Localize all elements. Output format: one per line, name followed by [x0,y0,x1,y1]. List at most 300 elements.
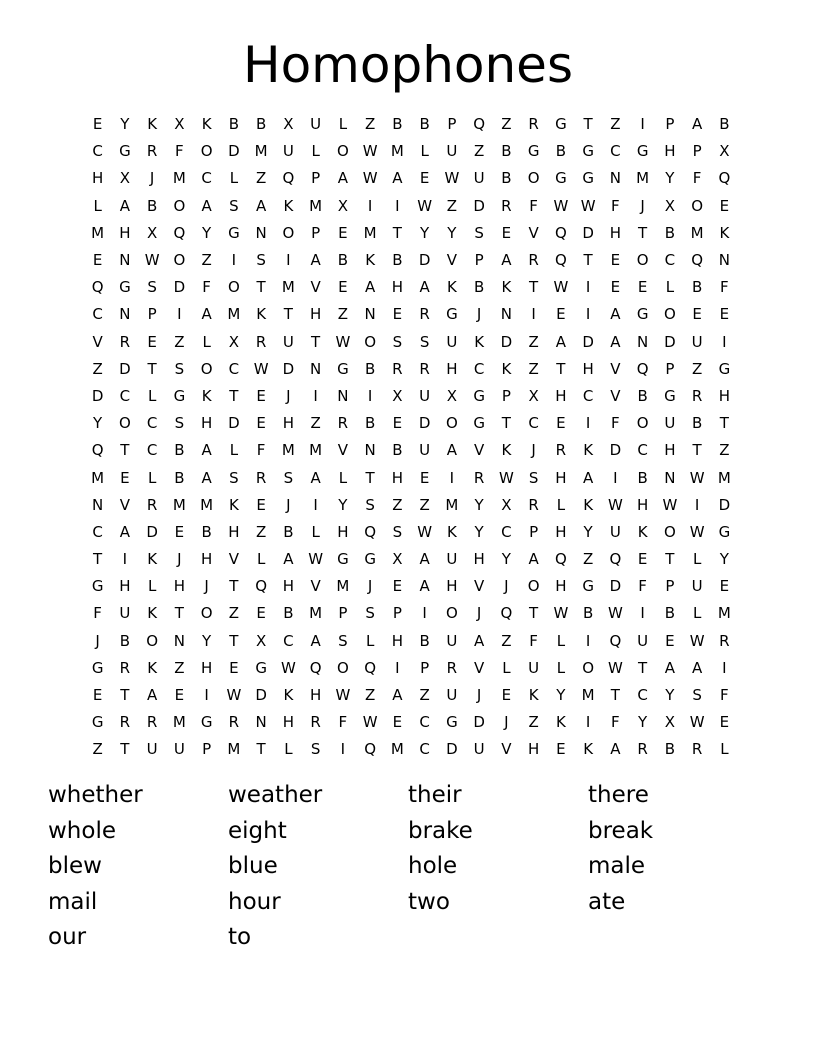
word-list-item: whether [48,782,143,808]
word-list-item: there [588,782,649,808]
grid-letter: R [119,332,131,351]
grid-letter: M [390,142,404,161]
grid-letter: V [473,441,485,460]
grid-letter: W [308,550,324,569]
grid-letter: K [583,495,594,514]
grid-letter: A [473,631,485,650]
grid-letter: O [636,414,649,433]
grid-letter: A [555,332,566,351]
grid-row [84,165,738,192]
grid-letter: D [582,332,594,351]
grid-letter: I [313,495,318,514]
grid-letter: Y [420,223,430,242]
grid-letter: G [473,386,485,405]
grid-letter: V [119,495,130,514]
grid-letter: Q [173,223,186,242]
grid-letter: A [310,251,321,270]
grid-letter: A [119,196,130,215]
grid-letter: E [556,414,566,433]
grid-letter: K [501,441,512,460]
grid-letter: R [119,713,131,732]
grid-letter: M [363,223,377,242]
grid-letter: T [501,414,511,433]
grid-letter: D [446,740,458,759]
grid-letter: C [119,386,131,405]
grid-letter: A [119,522,130,541]
grid-letter: E [92,686,103,705]
grid-letter: D [228,142,240,161]
grid-letter: Q [500,604,513,623]
grid-letter: K [501,359,512,378]
grid-letter: G [228,223,240,242]
grid-letter: Q [282,169,295,188]
grid-letter: B [174,468,185,487]
grid-letter: F [611,713,620,732]
grid-letter: E [392,577,403,596]
grid-letter: H [582,359,594,378]
grid-letter: L [338,468,348,487]
grid-letter: E [147,332,157,351]
grid-row [84,193,738,220]
grid-letter: E [419,468,430,487]
grid-letter: P [529,522,539,541]
grid-letter: V [310,577,321,596]
grid-letter: J [531,441,536,460]
grid-letter: D [119,359,131,378]
grid-letter: P [665,115,675,134]
grid-letter: R [146,142,158,161]
grid-letter: W [335,686,351,705]
grid-letter: T [392,223,402,242]
grid-letter: C [610,142,621,161]
grid-letter: M [636,169,650,188]
grid-letter: A [664,658,675,677]
grid-letter: U [419,386,431,405]
grid-letter: Q [636,359,649,378]
grid-letter: G [636,142,649,161]
word-list-item: blue [228,853,278,880]
grid-letter: U [282,142,294,161]
grid-letter: I [367,386,373,405]
grid-letter: J [476,686,482,705]
grid-letter: U [637,631,649,650]
grid-letter: U [310,115,322,134]
grid-letter: V [228,550,239,569]
grid-letter: C [473,359,485,378]
grid-letter: C [637,686,648,705]
grid-row [84,600,738,627]
grid-row [84,356,738,383]
grid-letter: H [200,658,213,677]
grid-letter: Z [364,686,376,705]
grid-letter: N [310,359,322,378]
grid-letter: G [364,550,376,569]
grid-letter: F [529,631,538,650]
grid-letter: A [146,686,158,705]
grid-letter: S [392,522,403,541]
grid-letter: R [555,441,567,460]
grid-letter: B [664,740,676,759]
grid-letter: K [474,332,485,351]
grid-letter: F [256,441,266,460]
grid-letter: E [719,196,730,215]
grid-letter: Z [201,251,212,270]
grid-letter: G [582,169,594,188]
grid-letter: R [146,713,158,732]
grid-letter: J [149,169,155,188]
grid-letter: H [555,522,567,541]
grid-letter: V [473,658,485,677]
grid-letter: I [585,713,591,732]
grid-letter: G [173,386,186,405]
grid-letter: Q [609,550,622,569]
grid-letter: U [691,332,703,351]
grid-letter: L [256,550,266,569]
grid-letter: Z [501,631,512,650]
grid-letter: Q [691,251,704,270]
grid-letter: W [689,522,705,541]
grid-letter: E [338,223,348,242]
grid-letter: N [364,305,376,324]
grid-letter: L [665,278,675,297]
grid-letter: T [229,631,239,650]
grid-letter: K [719,223,730,242]
grid-letter: I [204,686,209,705]
grid-letter: A [501,251,512,270]
grid-letter: B [364,359,376,378]
grid-letter: W [417,522,433,541]
grid-letter: T [93,550,103,569]
grid-letter: A [419,577,430,596]
grid-letter: C [283,631,294,650]
grid-letter: T [365,468,375,487]
grid-letter: K [147,604,158,623]
grid-letter: B [664,223,676,242]
grid-row [84,546,738,573]
grid-row [84,628,738,655]
grid-letter: T [583,115,593,134]
grid-letter: K [147,550,158,569]
grid-letter: B [146,196,158,215]
word-list-item: to [228,924,252,951]
grid-row [84,220,738,247]
grid-letter: I [340,740,346,759]
grid-letter: M [445,495,459,514]
grid-letter: O [146,631,159,650]
grid-letter: I [367,196,373,215]
grid-letter: H [555,468,567,487]
grid-letter: M [172,169,186,188]
grid-letter: V [501,740,512,759]
word-list-item: brake [408,817,473,844]
grid-letter: E [610,251,621,270]
grid-letter: D [664,332,676,351]
grid-letter: N [337,386,349,405]
grid-letter: I [694,495,700,514]
grid-letter: G [718,359,731,378]
grid-letter: Q [91,278,104,297]
grid-letter: N [255,223,267,242]
grid-letter: L [692,550,702,569]
grid-letter: D [500,332,513,351]
grid-letter: R [528,495,539,514]
grid-letter: A [392,686,403,705]
grid-letter: O [527,169,540,188]
grid-letter: C [146,414,158,433]
grid-letter: T [229,577,239,596]
grid-letter: L [147,468,157,487]
grid-letter: W [362,713,378,732]
grid-letter: H [337,522,349,541]
grid-letter: C [92,305,103,324]
grid-letter: K [446,522,457,541]
grid-letter: D [582,223,594,242]
grid-letter: H [527,740,540,759]
grid-letter: T [147,359,157,378]
grid-row [84,329,738,356]
grid-letter: G [446,713,458,732]
grid-letter: L [93,196,102,215]
grid-letter: Z [419,495,430,514]
grid-letter: M [581,686,595,705]
grid-row [84,682,738,709]
grid-letter: V [446,251,457,270]
grid-letter: I [122,550,128,569]
grid-letter: F [720,278,729,297]
grid-letter: N [500,305,512,324]
grid-letter: R [255,468,267,487]
grid-letter: A [201,468,212,487]
word-list-item: two [408,888,450,915]
grid-letter: R [255,332,267,351]
grid-letter: S [174,414,185,433]
grid-letter: N [119,251,131,270]
grid-letter: B [419,115,430,134]
grid-letter: J [286,386,291,405]
grid-letter: Z [528,332,539,351]
grid-letter: X [337,196,349,215]
grid-letter: E [556,740,566,759]
grid-letter: Z [392,495,403,514]
grid-row [84,519,738,546]
grid-letter: J [367,577,373,596]
grid-letter: M [91,223,105,242]
grid-letter: O [691,196,704,215]
grid-row [84,709,738,736]
grid-letter: A [392,169,403,188]
grid-letter: T [256,740,266,759]
grid-letter: I [313,386,318,405]
word-list-item: hole [408,853,458,880]
grid-letter: G [664,386,676,405]
grid-letter: M [227,305,241,324]
grid-letter: A [419,550,430,569]
grid-letter: S [365,604,375,623]
grid-letter: X [119,169,131,188]
word-list-item: break [588,817,654,844]
grid-letter: A [582,468,594,487]
grid-letter: P [501,386,511,405]
grid-letter: A [446,441,457,460]
grid-letter: C [419,740,430,759]
grid-letter: L [556,631,566,650]
grid-letter: J [286,495,291,514]
grid-letter: M [717,468,731,487]
grid-letter: A [610,305,621,324]
grid-letter: N [718,251,730,270]
grid-letter: C [501,522,512,541]
grid-letter: B [555,142,567,161]
grid-letter: I [422,604,427,623]
grid-letter: S [365,495,375,514]
grid-letter: T [692,441,702,460]
grid-letter: S [392,332,403,351]
grid-letter: P [311,169,321,188]
grid-letter: E [256,604,266,623]
grid-letter: W [607,658,623,677]
grid-letter: E [556,305,566,324]
grid-letter: D [228,414,240,433]
grid-letter: V [92,332,103,351]
grid-letter: G [119,142,131,161]
grid-letter: L [311,522,320,541]
grid-letter: W [689,631,705,650]
grid-letter: F [93,604,102,623]
grid-letter: B [364,414,376,433]
grid-letter: X [664,713,676,732]
grid-letter: A [283,550,294,569]
grid-letter: P [311,223,321,242]
grid-letter: Y [719,550,729,569]
grid-letter: Y [447,223,457,242]
grid-letter: A [691,658,703,677]
grid-letter: E [92,251,103,270]
grid-letter: O [173,251,186,270]
grid-letter: G [91,577,104,596]
grid-letter: O [445,604,458,623]
grid-letter: P [665,359,675,378]
grid-letter: U [419,441,431,460]
grid-letter: K [201,386,212,405]
grid-letter: L [147,386,157,405]
grid-letter: S [419,332,430,351]
grid-letter: E [419,169,430,188]
grid-letter: S [283,468,294,487]
grid-letter: A [337,169,348,188]
grid-letter: O [227,278,240,297]
grid-letter: W [417,196,433,215]
grid-letter: D [146,522,158,541]
word-list-item: male [588,853,646,880]
grid-letter: Y [665,169,675,188]
grid-letter: H [664,441,676,460]
grid-letter: E [637,278,648,297]
grid-letter: M [309,196,323,215]
grid-letter: R [419,359,430,378]
grid-letter: P [447,115,457,134]
grid-letter: H [309,686,322,705]
grid-row [84,111,738,138]
grid-letter: U [282,332,294,351]
grid-letter: H [200,414,213,433]
grid-row [84,736,738,763]
grid-letter: H [282,577,295,596]
grid-letter: N [92,495,104,514]
grid-letter: T [311,332,321,351]
grid-letter: Z [582,550,594,569]
grid-letter: X [255,631,267,650]
word-list-item: whole [48,817,117,844]
grid-letter: W [607,604,623,623]
grid-letter: N [637,332,649,351]
grid-letter: I [585,305,591,324]
grid-letter: O [200,142,213,161]
grid-letter: H [91,169,104,188]
grid-letter: E [392,414,403,433]
grid-letter: Z [174,332,185,351]
word-list-item: mail [48,888,98,915]
grid-letter: J [177,550,182,569]
grid-letter: A [691,115,703,134]
grid-letter: X [392,550,403,569]
grid-letter: B [691,278,703,297]
grid-letter: P [665,577,675,596]
grid-letter: T [256,278,266,297]
grid-letter: E [719,305,730,324]
grid-letter: R [146,495,158,514]
grid-letter: U [146,740,158,759]
word-list-item: our [48,924,87,951]
grid-letter: Z [719,441,730,460]
grid-letter: T [638,223,648,242]
grid-letter: Z [337,305,349,324]
grid-letter: H [636,495,649,514]
grid-letter: G [582,577,594,596]
grid-letter: E [501,223,512,242]
grid-row [84,492,738,519]
grid-letter: G [555,115,567,134]
grid-letter: N [364,441,376,460]
grid-letter: A [201,196,212,215]
grid-letter: Y [120,115,130,134]
grid-letter: E [229,658,239,677]
grid-letter: U [446,631,458,650]
grid-letter: C [419,713,430,732]
grid-letter: W [335,332,351,351]
grid-letter: L [556,658,566,677]
grid-letter: K [501,278,512,297]
grid-letter: S [310,740,321,759]
grid-letter: U [528,658,540,677]
grid-letter: H [391,468,404,487]
grid-letter: G [91,713,104,732]
grid-letter: I [585,631,591,650]
grid-letter: F [175,142,184,161]
grid-letter: E [392,713,403,732]
grid-letter: O [173,196,186,215]
grid-letter: R [528,251,539,270]
word-list-item: eight [228,817,287,844]
grid-letter: D [473,196,485,215]
grid-letter: R [337,414,349,433]
grid-letter: O [663,305,676,324]
grid-letter: Y [202,631,212,650]
grid-letter: X [228,332,240,351]
grid-letter: H [282,713,295,732]
grid-letter: L [311,142,320,161]
grid-letter: R [637,740,648,759]
grid-letter: B [637,386,648,405]
